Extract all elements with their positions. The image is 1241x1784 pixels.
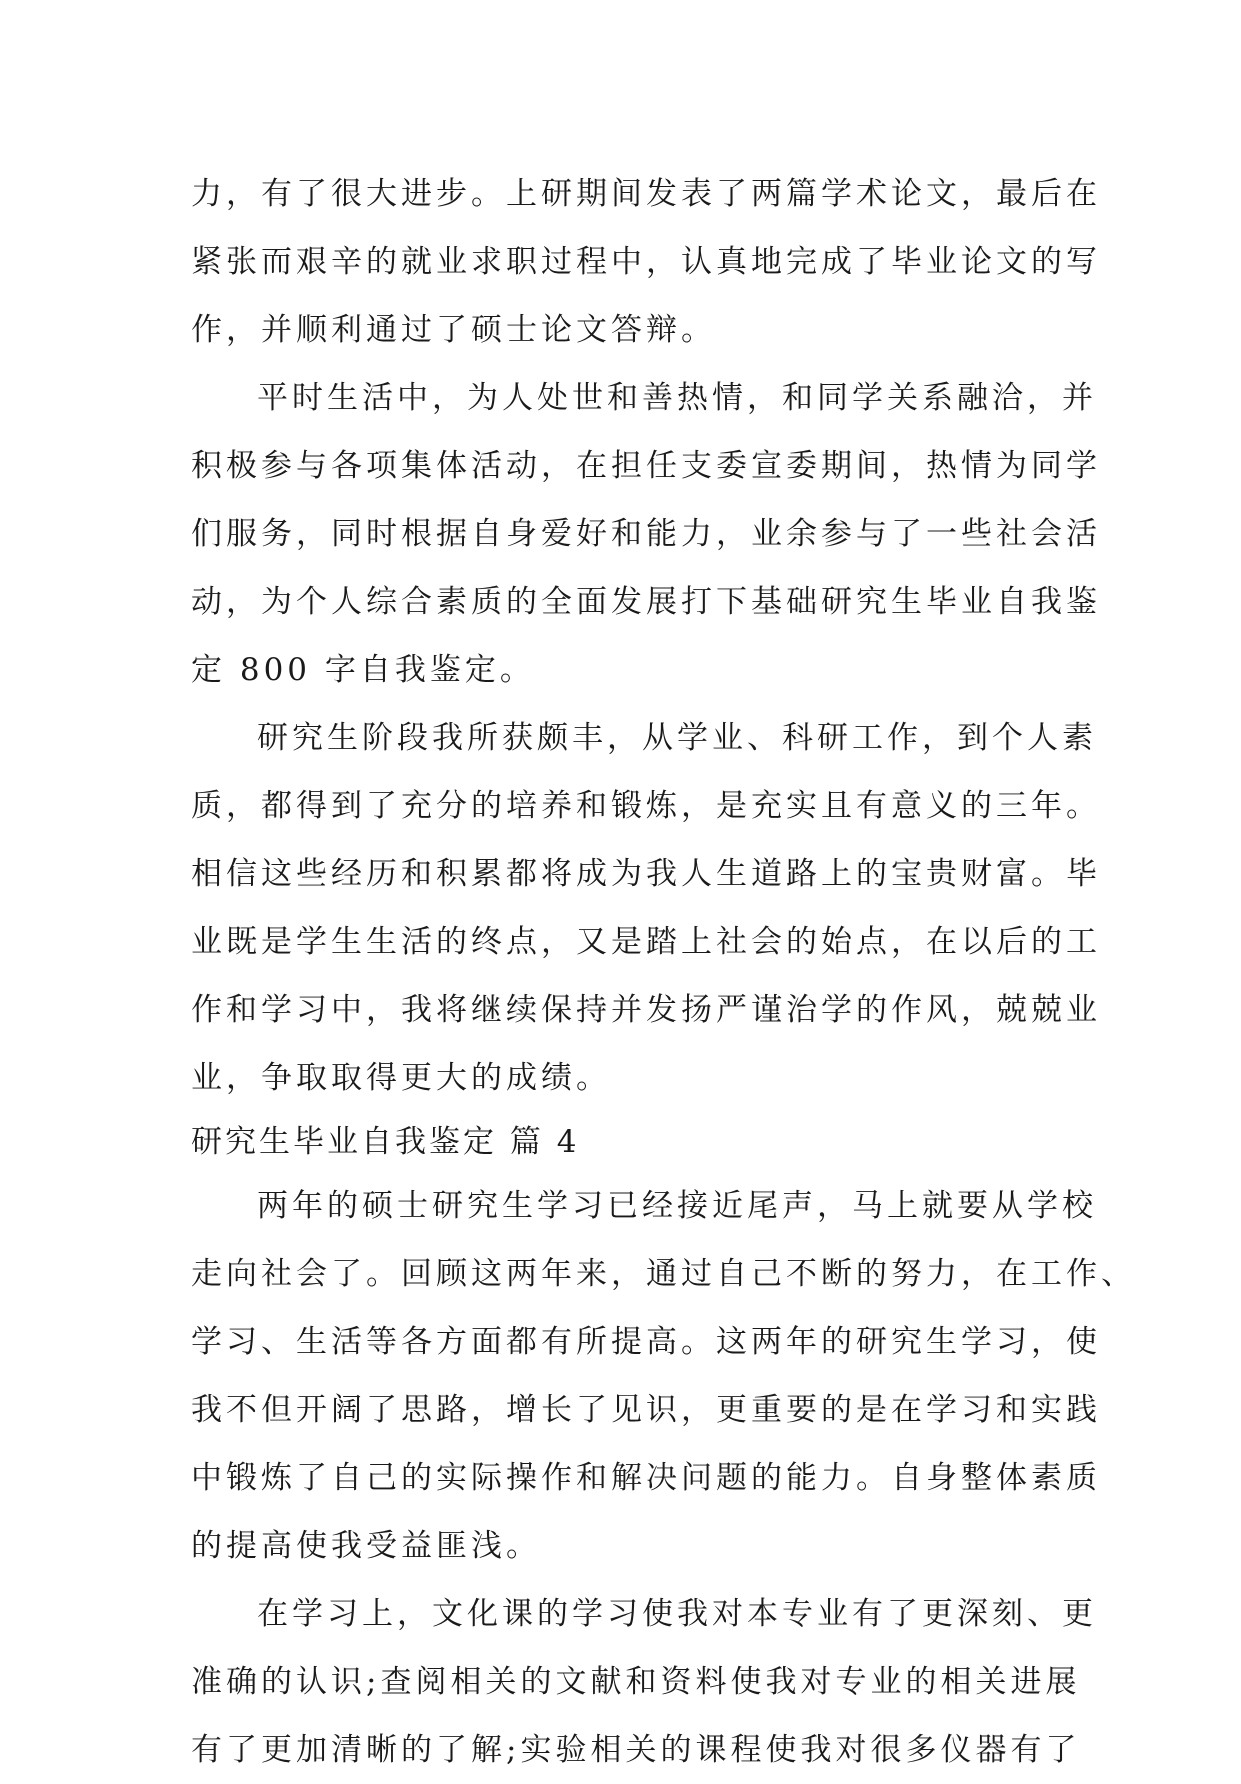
- text-line: 质，都得到了充分的培养和锻炼，是充实且有意义的三年。: [191, 788, 1101, 824]
- text-line: 在学习上，文化课的学习使我对本专业有了更深刻、更: [257, 1596, 1097, 1632]
- text-line: 定 800 字自我鉴定。: [191, 652, 535, 688]
- text-line: 走向社会了。回顾这两年来，通过自己不断的努力，在工作、: [191, 1256, 1136, 1292]
- text-line: 两年的硕士研究生学习已经接近尾声，马上就要从学校: [257, 1188, 1097, 1224]
- document-body: [191, 160, 1136, 1784]
- text-line: 准确的认识;查阅相关的文献和资料使我对专业的相关进展: [191, 1664, 1081, 1700]
- text-line: 相信这些经历和积累都将成为我人生道路上的宝贵财富。毕: [191, 856, 1101, 892]
- text-line: 动，为个人综合素质的全面发展打下基础研究生毕业自我鉴: [191, 584, 1101, 620]
- text-line: 中锻炼了自己的实际操作和解决问题的能力。自身整体素质: [191, 1460, 1101, 1496]
- text-line: 作，并顺利通过了硕士论文答辩。: [191, 312, 716, 348]
- text-line: 平时生活中，为人处世和善热情，和同学关系融洽，并: [257, 380, 1097, 416]
- text-line: 力，有了很大进步。上研期间发表了两篇学术论文，最后在: [191, 176, 1101, 212]
- text-line: 的提高使我受益匪浅。: [191, 1528, 541, 1564]
- text-line: 紧张而艰辛的就业求职过程中，认真地完成了毕业论文的写: [191, 244, 1101, 280]
- text-line: 有了更加清晰的了解;实验相关的课程使我对很多仪器有了: [191, 1732, 1081, 1768]
- text-line: 学习、生活等各方面都有所提高。这两年的研究生学习，使: [191, 1324, 1101, 1360]
- text-line: 我不但开阔了思路，增长了见识，更重要的是在学习和实践: [191, 1392, 1101, 1428]
- text-line: 积极参与各项集体活动，在担任支委宣委期间，热情为同学: [191, 448, 1101, 484]
- text-line: 业，争取取得更大的成绩。: [191, 1060, 611, 1096]
- section-heading: 研究生毕业自我鉴定 篇 4: [191, 1124, 580, 1160]
- text-line: 们服务，同时根据自身爱好和能力，业余参与了一些社会活: [191, 516, 1101, 552]
- text-line: 研究生阶段我所获颇丰，从学业、科研工作，到个人素: [257, 720, 1097, 756]
- text-line: 业既是学生生活的终点，又是踏上社会的始点，在以后的工: [191, 924, 1101, 960]
- text-line: 作和学习中，我将继续保持并发扬严谨治学的作风，兢兢业: [191, 992, 1101, 1028]
